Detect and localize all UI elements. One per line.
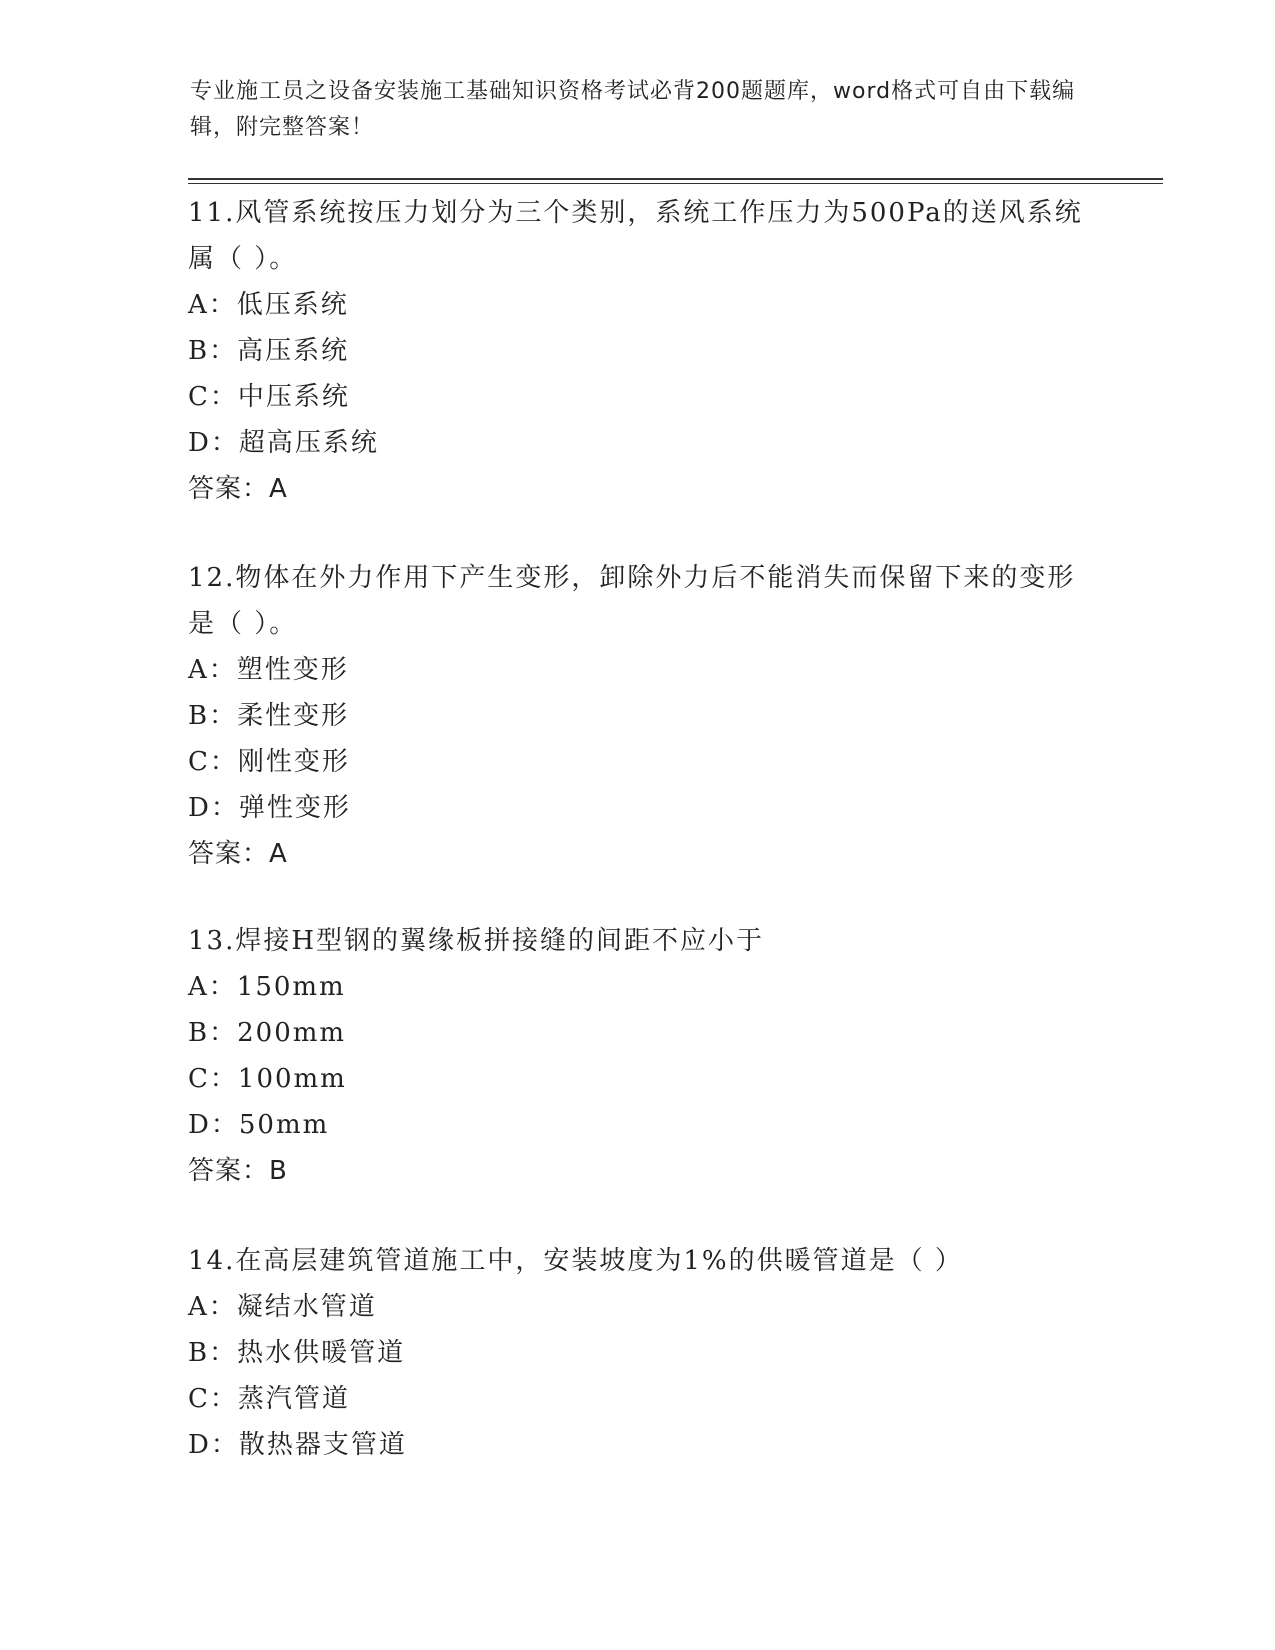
option-text: 100mm [237, 1064, 347, 1094]
header-rule-thin [188, 183, 1163, 184]
option-d [188, 1422, 1088, 1468]
option-text: 200mm [237, 1018, 347, 1048]
option-d [188, 420, 1088, 466]
option-key: D： [188, 1430, 239, 1460]
document-header: 专业施工员之设备安装施工基础知识资格考试必背200题题库，word格式可自由下载编辑，附完整答案！ [190, 79, 1076, 140]
option-a [188, 1284, 1088, 1330]
option-b [188, 693, 1088, 739]
option-key: B： [188, 1338, 238, 1368]
option-text: 150mm [236, 972, 346, 1002]
option-text: 50mm [238, 1110, 330, 1140]
option-key: A： [188, 655, 237, 685]
question-stem: 13.焊接H型钢的翼缘板拼接缝的间距不应小于 [188, 926, 765, 956]
option-text: 塑性变形 [236, 655, 349, 685]
question-14 [188, 1238, 1088, 1468]
option-a [188, 282, 1088, 328]
option-d [188, 1102, 1088, 1148]
question-stem: 12.物体在外力作用下产生变形，卸除外力后不能消失而保留下来的变形是（ ）。 [188, 563, 1076, 639]
option-text: 凝结水管道 [236, 1292, 377, 1322]
answer-line: 答案：A [188, 474, 288, 504]
option-text: 热水供暖管道 [237, 1338, 406, 1368]
option-c [188, 739, 1088, 785]
option-key: A： [188, 972, 237, 1002]
option-key: A： [188, 290, 237, 320]
option-key: C： [188, 382, 238, 412]
option-key: C： [188, 1064, 238, 1094]
option-b [188, 1330, 1088, 1376]
option-key: D： [188, 1110, 239, 1140]
option-key: D： [188, 793, 239, 823]
option-key: B： [188, 336, 238, 366]
option-key: C： [188, 1384, 238, 1414]
option-text: 高压系统 [237, 336, 350, 366]
option-text: 柔性变形 [237, 701, 350, 731]
question-11 [188, 190, 1088, 512]
option-b [188, 328, 1088, 374]
question-stem: 11.风管系统按压力划分为三个类别，系统工作压力为500Pa的送风系统属（ ）。 [188, 198, 1083, 274]
option-b [188, 1010, 1088, 1056]
option-key: C： [188, 747, 238, 777]
option-key: B： [188, 701, 238, 731]
option-c [188, 1376, 1088, 1422]
option-text: 蒸汽管道 [237, 1384, 350, 1414]
header-rule-thick [188, 178, 1163, 180]
option-c [188, 374, 1088, 420]
option-text: 中压系统 [237, 382, 350, 412]
question-12 [188, 555, 1088, 877]
option-a [188, 647, 1088, 693]
option-key: B： [188, 1018, 238, 1048]
question-13 [188, 918, 1088, 1194]
option-key: D： [188, 428, 239, 458]
option-text: 散热器支管道 [238, 1430, 407, 1460]
option-key: A： [188, 1292, 237, 1322]
option-text: 刚性变形 [237, 747, 350, 777]
option-c [188, 1056, 1088, 1102]
question-stem: 14.在高层建筑管道施工中，安装坡度为1%的供暖管道是（ ） [188, 1246, 963, 1276]
option-text: 低压系统 [236, 290, 349, 320]
option-text: 超高压系统 [238, 428, 379, 458]
option-d [188, 785, 1088, 831]
answer-line: 答案：B [188, 1156, 288, 1186]
answer-line: 答案：A [188, 839, 288, 869]
option-text: 弹性变形 [238, 793, 351, 823]
option-a [188, 964, 1088, 1010]
